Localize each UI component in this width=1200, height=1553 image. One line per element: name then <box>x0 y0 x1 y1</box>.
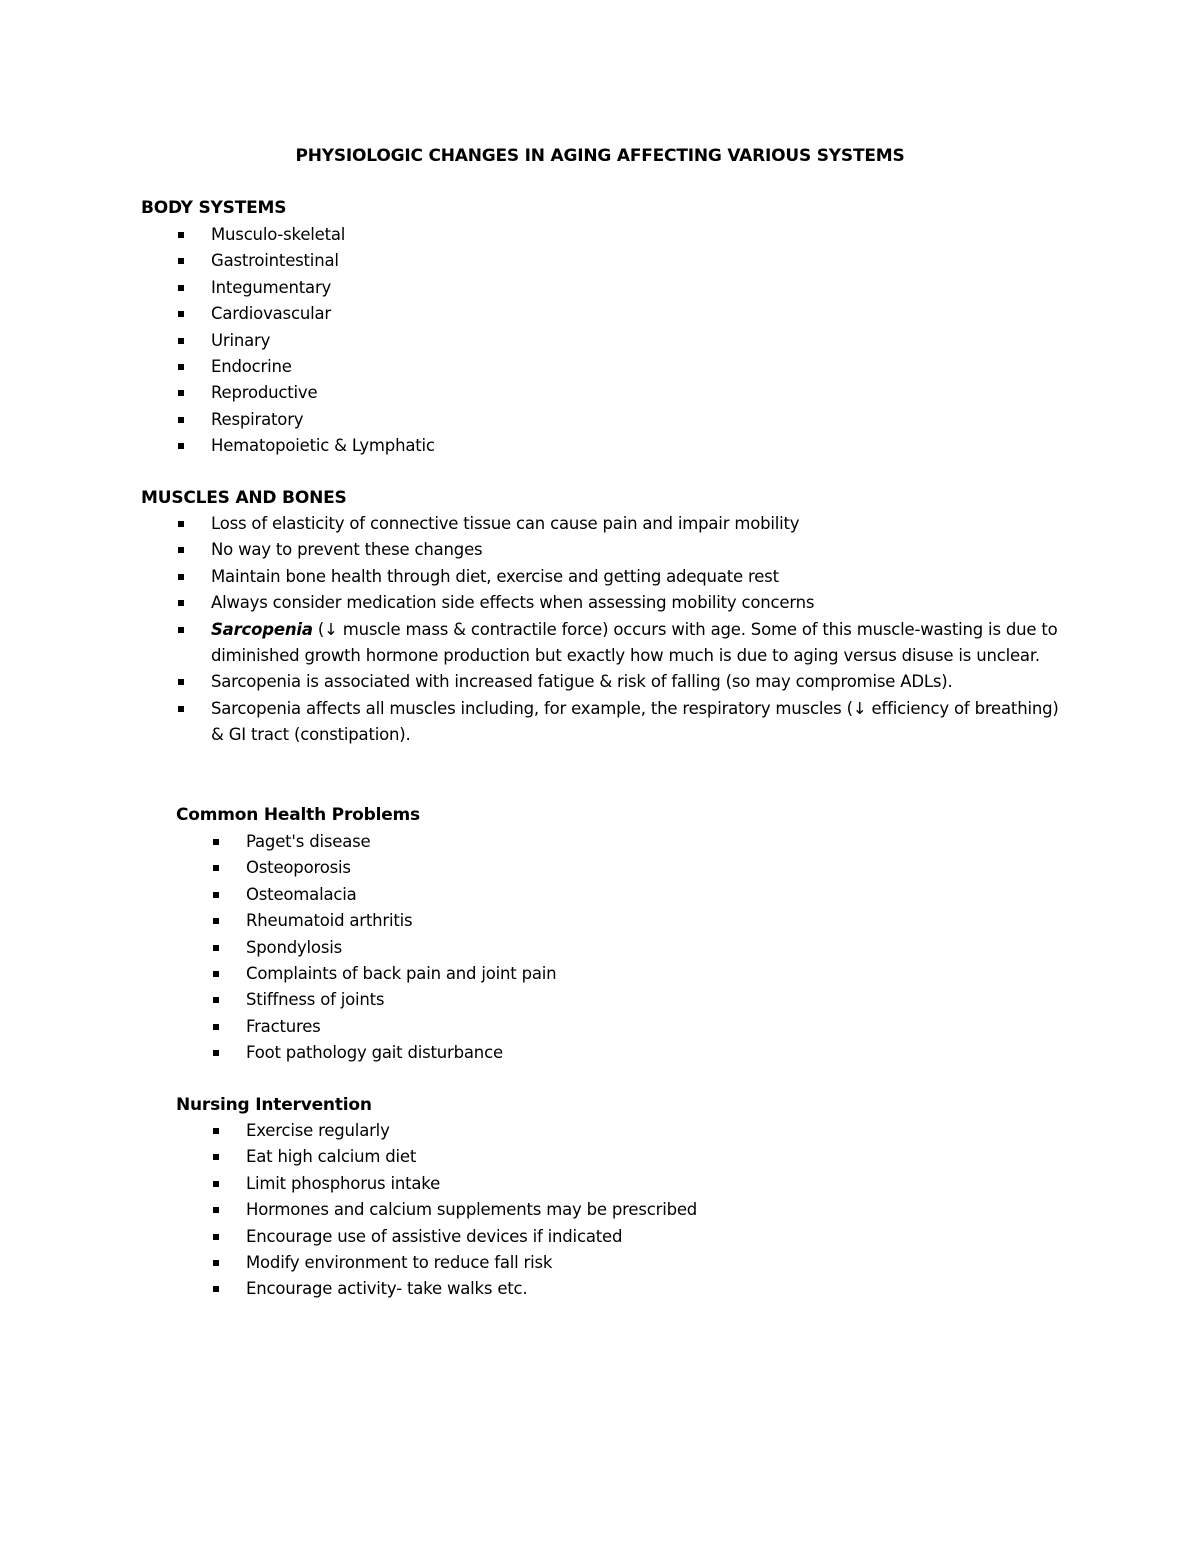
list-item: Musculo-skeletal <box>176 222 1066 248</box>
list-item: Gastrointestinal <box>176 248 1066 274</box>
list-item: Loss of elasticity of connective tissue can cause pain and impair mobility <box>176 511 1066 537</box>
bullet-icon <box>213 1050 219 1056</box>
bullet-icon <box>178 311 184 317</box>
list-item: Modify environment to reduce fall risk <box>211 1250 1071 1276</box>
list-item: Encourage activity- take walks etc. <box>211 1276 1071 1302</box>
common-health-problems-heading: Common Health Problems <box>176 805 420 825</box>
bullet-icon <box>178 390 184 396</box>
bullet-icon <box>178 364 184 370</box>
nursing-intervention-list <box>211 1118 1071 1303</box>
list-item-sarcopenia <box>176 617 1066 670</box>
body-systems-heading: BODY SYSTEMS <box>141 198 287 218</box>
list-item: Sarcopenia is associated with increased fatigue & risk of falling (so may compromise ADLs). <box>176 669 1066 695</box>
list-item: Encourage use of assistive devices if indicated <box>211 1224 1071 1250</box>
bullet-icon <box>213 971 219 977</box>
bullet-icon <box>178 574 184 580</box>
bullet-icon <box>213 1286 219 1292</box>
bullet-icon <box>178 547 184 553</box>
bullet-icon <box>178 443 184 449</box>
bullet-icon <box>213 1260 219 1266</box>
list-item: Osteomalacia <box>211 882 1071 908</box>
list-item: Spondylosis <box>211 935 1071 961</box>
muscles-bones-list <box>176 511 1066 749</box>
list-item: No way to prevent these changes <box>176 537 1066 563</box>
body-systems-list <box>176 222 1066 460</box>
list-item: Always consider medication side effects when assessing mobility concerns <box>176 590 1066 616</box>
list-item: Rheumatoid arthritis <box>211 908 1071 934</box>
sarcopenia-term: Sarcopenia <box>211 619 313 639</box>
bullet-icon <box>213 1234 219 1240</box>
muscles-bones-heading: MUSCLES AND BONES <box>141 488 347 508</box>
list-item: Complaints of back pain and joint pain <box>211 961 1071 987</box>
bullet-icon <box>213 945 219 951</box>
list-item: Urinary <box>176 328 1066 354</box>
bullet-icon <box>178 285 184 291</box>
list-item: Hematopoietic & Lymphatic <box>176 433 1066 459</box>
list-item: Sarcopenia affects all muscles including, for example, the respiratory muscles (↓ efficiency of breathing) & GI tract (constipation). <box>176 696 1066 749</box>
bullet-icon <box>178 627 184 633</box>
bullet-icon <box>178 258 184 264</box>
bullet-icon <box>178 417 184 423</box>
bullet-icon <box>178 679 184 685</box>
list-item: Reproductive <box>176 380 1066 406</box>
bullet-icon <box>178 600 184 606</box>
list-item: Limit phosphorus intake <box>211 1171 1071 1197</box>
list-item: Paget's disease <box>211 829 1071 855</box>
bullet-icon <box>213 839 219 845</box>
list-item: Respiratory <box>176 407 1066 433</box>
list-item: Stiffness of joints <box>211 987 1071 1013</box>
list-item: Integumentary <box>176 275 1066 301</box>
nursing-intervention-heading: Nursing Intervention <box>176 1095 372 1115</box>
bullet-icon <box>213 1024 219 1030</box>
document-title: PHYSIOLOGIC CHANGES IN AGING AFFECTING VARIOUS SYSTEMS <box>295 146 905 166</box>
bullet-icon <box>213 1181 219 1187</box>
list-item: Foot pathology gait disturbance <box>211 1040 1071 1066</box>
list-item: Maintain bone health through diet, exercise and getting adequate rest <box>176 564 1066 590</box>
bullet-icon <box>213 865 219 871</box>
list-item: Cardiovascular <box>176 301 1066 327</box>
sarcopenia-description: (↓ muscle mass & contractile force) occurs with age. Some of this muscle-wasting is due to diminished growth hormone production but exactly how much is due to aging versus disuse is unclear. <box>211 619 1058 666</box>
list-item: Endocrine <box>176 354 1066 380</box>
bullet-icon <box>213 1154 219 1160</box>
list-item: Fractures <box>211 1014 1071 1040</box>
list-item: Hormones and calcium supplements may be prescribed <box>211 1197 1071 1223</box>
bullet-icon <box>213 1128 219 1134</box>
bullet-icon <box>213 918 219 924</box>
common-health-problems-list <box>211 829 1071 1067</box>
list-item: Eat high calcium diet <box>211 1144 1071 1170</box>
list-item: Osteoporosis <box>211 855 1071 881</box>
bullet-icon <box>178 232 184 238</box>
bullet-icon <box>178 338 184 344</box>
bullet-icon <box>178 521 184 527</box>
bullet-icon <box>213 997 219 1003</box>
list-item: Exercise regularly <box>211 1118 1071 1144</box>
bullet-icon <box>178 706 184 712</box>
bullet-icon <box>213 1207 219 1213</box>
bullet-icon <box>213 892 219 898</box>
